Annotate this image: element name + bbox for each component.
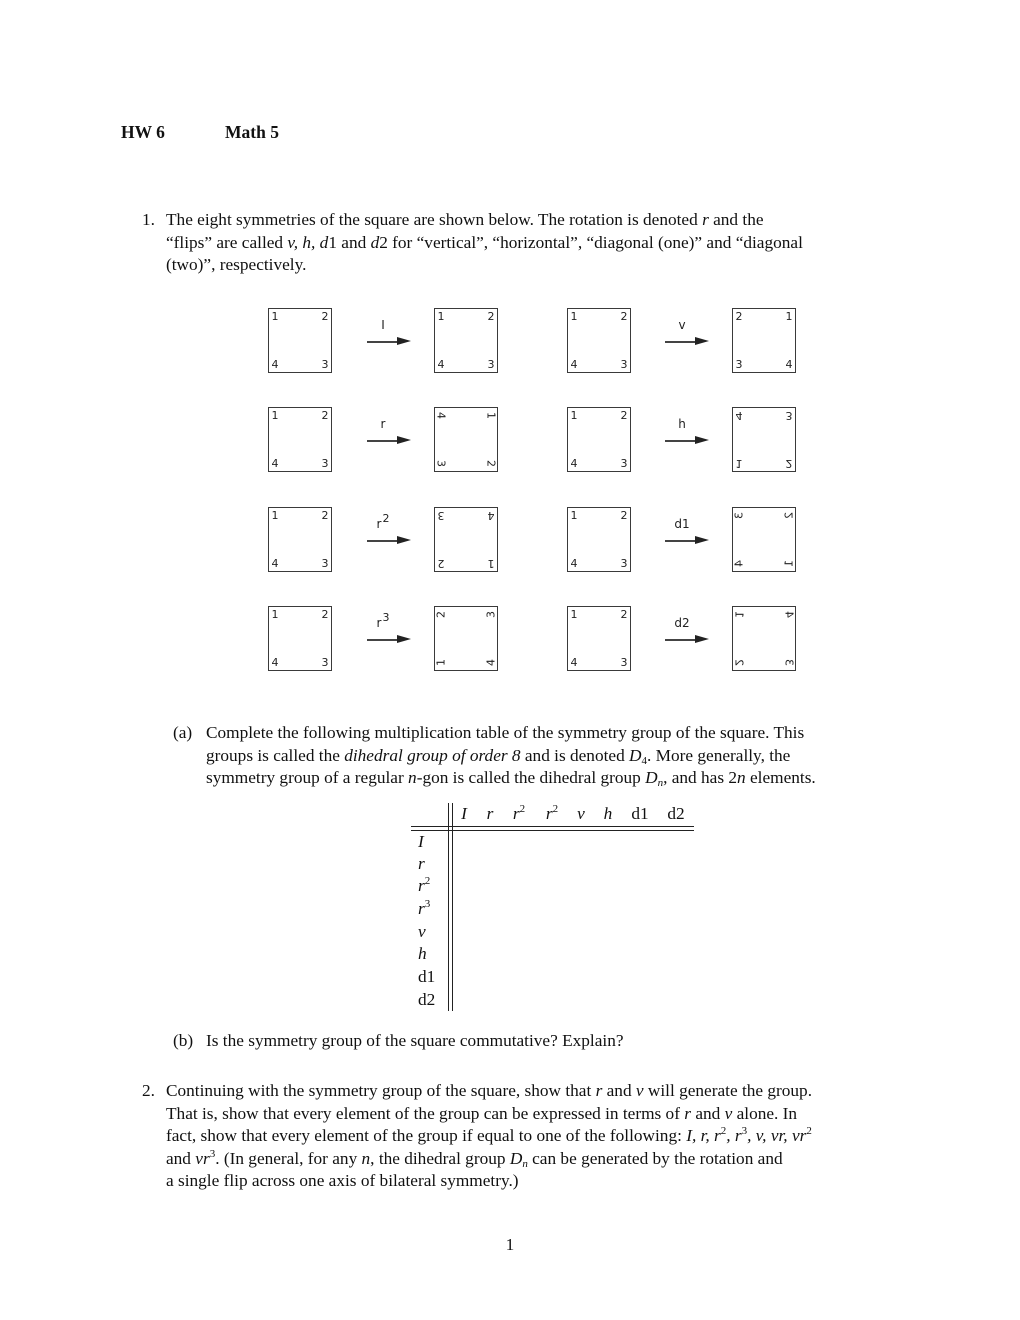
corner-label: 2 [321, 310, 329, 323]
problem-1-line: (two)”, respectively. [166, 255, 307, 274]
corner-label: 2 [321, 608, 329, 621]
symmetry-label: h [678, 417, 686, 431]
corner-label: 2 [732, 659, 746, 666]
transformed-square [732, 407, 796, 472]
corner-label: 2 [487, 310, 495, 323]
corner-label: 2 [484, 460, 498, 467]
corner-label: 4 [437, 358, 445, 371]
table-row-header: I [418, 832, 424, 851]
corner-label: 1 [570, 409, 578, 422]
corner-label: 3 [785, 409, 793, 422]
part-b-label: (b) [173, 1031, 194, 1050]
original-square [268, 308, 332, 373]
corner-label: 4 [735, 409, 743, 422]
document-header [121, 122, 279, 143]
right-arrow-icon [665, 536, 709, 546]
corner-label: 1 [484, 412, 498, 419]
part-a-line1: Complete the following multiplication table of the symmetry group of the square. This [206, 723, 805, 742]
course-title: Math 5 [225, 122, 279, 142]
corner-label: 1 [735, 457, 743, 470]
problem-2-text [142, 1080, 901, 1193]
original-square [567, 407, 631, 472]
corner-label: 3 [434, 460, 448, 467]
corner-label: 1 [732, 611, 746, 618]
corner-label: 3 [484, 611, 498, 618]
corner-label: 1 [271, 509, 279, 522]
problem-1-text [142, 209, 901, 277]
part-a-text [173, 722, 901, 790]
transformed-square [434, 407, 498, 472]
table-row-header: v [418, 922, 426, 941]
part-a-line3: symmetry group of a regular n-gon is called the dihedral group $D_n$, and has 2n elements. [206, 768, 816, 789]
corner-label: 2 [785, 457, 793, 470]
table-row-header: d2 [418, 990, 436, 1009]
transformed-square [434, 606, 498, 671]
table-row-header: $r^3$ [418, 898, 431, 918]
original-square [567, 507, 631, 572]
corner-label: 2 [620, 509, 628, 522]
problem-2-number: 2. [142, 1081, 155, 1100]
transformed-square [434, 308, 498, 373]
right-arrow-icon [367, 536, 411, 546]
homework-title: HW 6 [121, 122, 165, 142]
corner-label: 3 [620, 457, 628, 470]
corner-label: 4 [484, 659, 498, 666]
table-column-header: $r^2$ [545, 803, 559, 823]
corner-label: 4 [732, 560, 746, 567]
right-arrow-icon [367, 337, 411, 347]
right-arrow-icon [367, 436, 411, 446]
original-square [268, 507, 332, 572]
corner-label: 2 [735, 310, 743, 323]
corner-label: 2 [321, 509, 329, 522]
table-row-header: h [418, 944, 427, 963]
corner-label: 1 [570, 608, 578, 621]
problem-2-line: Continuing with the symmetry group of the square, show that r and v will generate the group. [166, 1081, 813, 1100]
transformed-square [434, 507, 498, 572]
right-arrow-icon [665, 635, 709, 645]
corner-label: 4 [271, 358, 279, 371]
table-vertical-rule [452, 803, 453, 1011]
transformed-square [732, 507, 796, 572]
table-column-header: h [603, 804, 613, 823]
corner-label: 4 [785, 358, 793, 371]
table-column-header: d1 [631, 804, 649, 823]
table-column-header: I [461, 804, 467, 823]
corner-label: 3 [620, 557, 628, 570]
right-arrow-icon [665, 337, 709, 347]
corner-label: 1 [570, 509, 578, 522]
symmetry-label: v [678, 318, 686, 332]
original-square [268, 606, 332, 671]
part-a-line2: groups is called the dihedral group of order 8 and is denoted $D_4$. More generally, the [206, 745, 791, 767]
corner-label: 1 [785, 310, 793, 323]
corner-label: 4 [487, 509, 495, 522]
table-column-header: r [486, 804, 494, 823]
corner-label: 3 [487, 358, 495, 371]
table-vertical-rule [448, 803, 449, 1011]
corner-label: 2 [620, 310, 628, 323]
corner-label: 4 [271, 457, 279, 470]
corner-label: 1 [782, 560, 796, 567]
corner-label: 2 [620, 409, 628, 422]
corner-label: 1 [570, 310, 578, 323]
corner-label: 2 [437, 557, 445, 570]
corner-label: 1 [434, 659, 448, 666]
part-b-text [173, 1030, 901, 1053]
corner-label: 2 [434, 611, 448, 618]
table-header-rule [411, 830, 694, 831]
table-row-header: d1 [418, 967, 436, 986]
problem-1-line: “flips” are called v, h, d1 and d2 for “vertical”, “horizontal”, “diagonal (one)” and “diagonal [166, 232, 803, 252]
problem-1-number: 1. [142, 210, 155, 229]
problem-2-line: fact, show that every element of the group if equal to one of the following: I, r, $r^2$, $r^3$, v, vr, $vr^2$ [166, 1125, 812, 1145]
corner-label: 3 [620, 358, 628, 371]
table-row-header: $r^2$ [418, 875, 431, 895]
corner-label: 3 [735, 358, 743, 371]
corner-label: 1 [271, 310, 279, 323]
corner-label: 1 [271, 608, 279, 621]
transformed-square [732, 606, 796, 671]
corner-label: 1 [487, 557, 495, 570]
corner-label: 3 [321, 656, 329, 669]
corner-label: 4 [434, 412, 448, 419]
problem-2-line: a single flip across one axis of bilateral symmetry.) [166, 1171, 519, 1190]
corner-label: 2 [782, 512, 796, 519]
corner-label: 1 [437, 310, 445, 323]
part-a-label: (a) [173, 723, 193, 742]
table-column-header: d2 [667, 804, 685, 823]
symmetry-label: $r^2$ [376, 512, 390, 531]
right-arrow-icon [367, 635, 411, 645]
table-column-header: $r^2$ [512, 803, 526, 823]
part-b-question: Is the symmetry group of the square commutative? Explain? [206, 1031, 624, 1050]
problem-2-line: That is, show that every element of the group can be expressed in terms of r and v alone. In [166, 1103, 798, 1123]
table-column-header: v [577, 804, 585, 823]
corner-label: 4 [271, 656, 279, 669]
problem-1-line: The eight symmetries of the square are shown below. The rotation is denoted r and the [166, 210, 764, 229]
corner-label: 4 [570, 358, 578, 371]
right-arrow-icon [665, 436, 709, 446]
table-row-header: r [418, 854, 425, 873]
corner-label: 3 [321, 457, 329, 470]
page-number: 1 [505, 1235, 515, 1254]
corner-label: 1 [271, 409, 279, 422]
symmetry-label: $r^3$ [376, 611, 390, 630]
original-square [567, 606, 631, 671]
problem-2-line: and $vr^3$. (In general, for any n, the dihedral group $D_n$ can be generated by the rotation and [166, 1147, 783, 1170]
corner-label: 2 [620, 608, 628, 621]
corner-label: 3 [782, 659, 796, 666]
corner-label: 4 [271, 557, 279, 570]
corner-label: 3 [732, 512, 746, 519]
corner-label: 4 [570, 457, 578, 470]
corner-label: 4 [570, 656, 578, 669]
corner-label: 3 [620, 656, 628, 669]
corner-label: 3 [321, 557, 329, 570]
corner-label: 3 [437, 509, 445, 522]
original-square [268, 407, 332, 472]
symmetry-label: r [380, 417, 386, 431]
original-square [567, 308, 631, 373]
corner-label: 4 [570, 557, 578, 570]
corner-label: 2 [321, 409, 329, 422]
transformed-square [732, 308, 796, 373]
table-header-rule [411, 826, 694, 827]
symmetry-label: d2 [674, 616, 690, 630]
symmetry-label: I [381, 318, 385, 332]
corner-label: 3 [321, 358, 329, 371]
corner-label: 4 [782, 611, 796, 618]
symmetry-label: d1 [674, 517, 690, 531]
